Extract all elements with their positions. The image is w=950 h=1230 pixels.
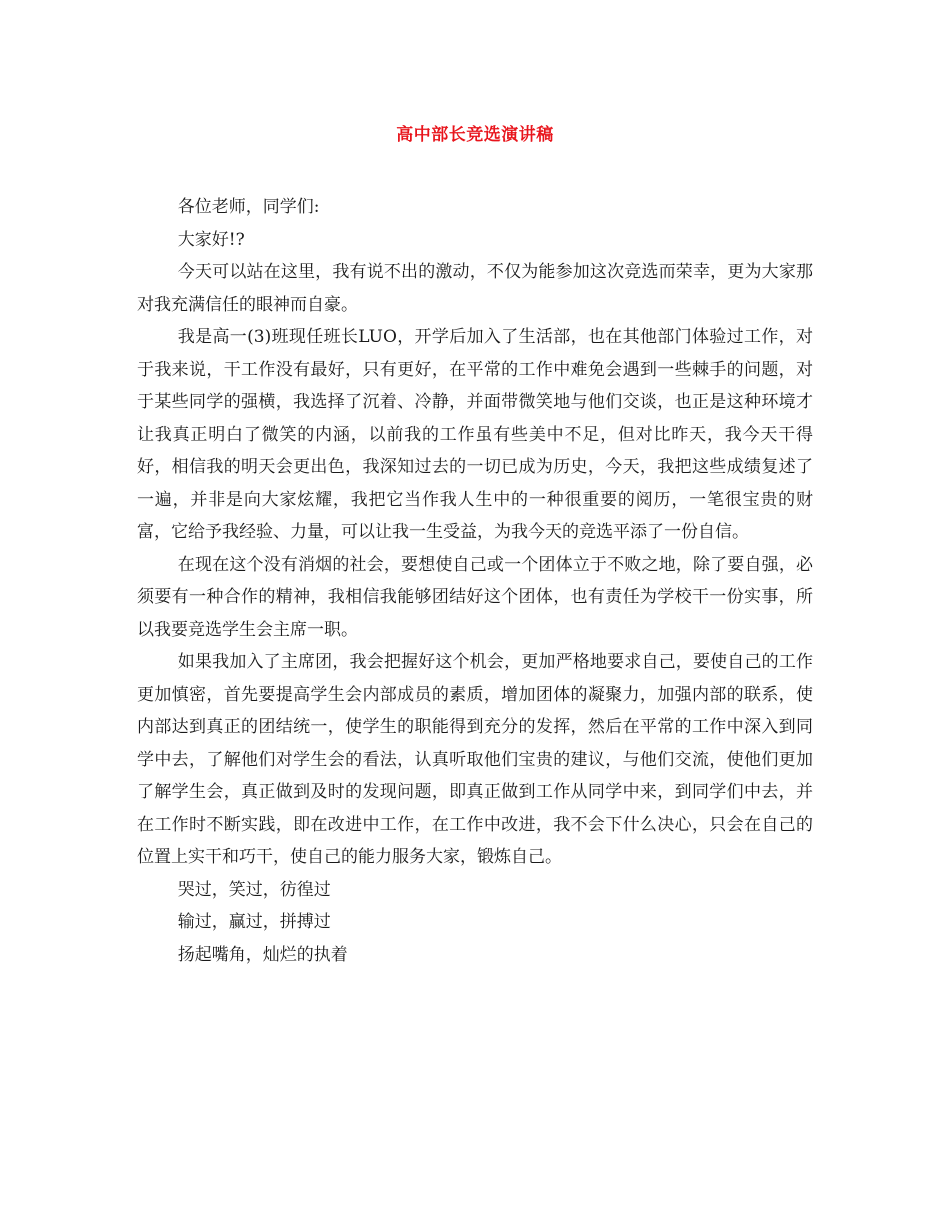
paragraph-plan: 如果我加入了主席团，我会把握好这个机会，更加严格地要求自己，要使自己的工作更加慎密，首先要提高学生会内部成员的素质，增加团体的凝聚力，加强内部的联系，使内部达到真正的团结统一，使学生的职能得到充分的发挥，然后在平常的工作中深入到同学中去，了解他们对学生会的看法，认真听取他们宝贵的建议，与他们交流，使他们更加了解学生会，真正做到及时的发现问题，即真正做到工作从同学中来，到同学们中去，并在工作时不断实践，即在改进中工作，在工作中改进，我不会下什么决心，只会在自己的位置上实干和巧干，使自己的能力服务大家，锻炼自己。	[137, 652, 813, 867]
verse-line: 扬起嘴角，灿烂的执着	[177, 944, 348, 965]
document-body	[137, 191, 813, 971]
verse-line: 哭过，笑过，彷徨过	[177, 879, 331, 900]
document-title: 高中部长竞选演讲稿	[396, 125, 554, 145]
verse-line: 输过，赢过，拼搏过	[177, 912, 331, 932]
paragraph-motivation: 在现在这个没有消烟的社会，要想使自己或一个团体立于不败之地，除了要自强，必须要有一种合作的精神，我相信我能够团结好这个团体，也有责任为学校干一份实事，所以我要竞选学生会主席一职。	[137, 554, 813, 640]
paragraph-intro: 今天可以站在这里，我有说不出的激动，不仅为能参加这次竞选而荣幸，更为大家那对我充满信任的眼神而自豪。	[137, 262, 813, 315]
paragraph-greeting: 大家好!?	[177, 229, 245, 250]
paragraph-salutation: 各位老师，同学们:	[177, 197, 320, 217]
paragraph-experience: 我是高一(3)班现任班长LUO，开学后加入了生活部，也在其他部门体验过工作，对于我来说，干工作没有最好，只有更好，在平常的工作中难免会遇到一些棘手的问题，对于某些同学的强横，我选择了沉着、冷静，并面带微笑地与他们交谈，也正是这种环境才让我真正明白了微笑的内涵，以前我的工作虽有些美中不足，但对比昨天，我今天干得好，相信我的明天会更出色，我深知过去的一切已成为历史，今天，我把这些成绩复述了一遍，并非是向大家炫耀，我把它当作我人生中的一种很重要的阅历，一笔很宝贵的财富，它给予我经验、力量，可以让我一生受益，为我今天的竞选平添了一份自信。	[137, 327, 813, 542]
